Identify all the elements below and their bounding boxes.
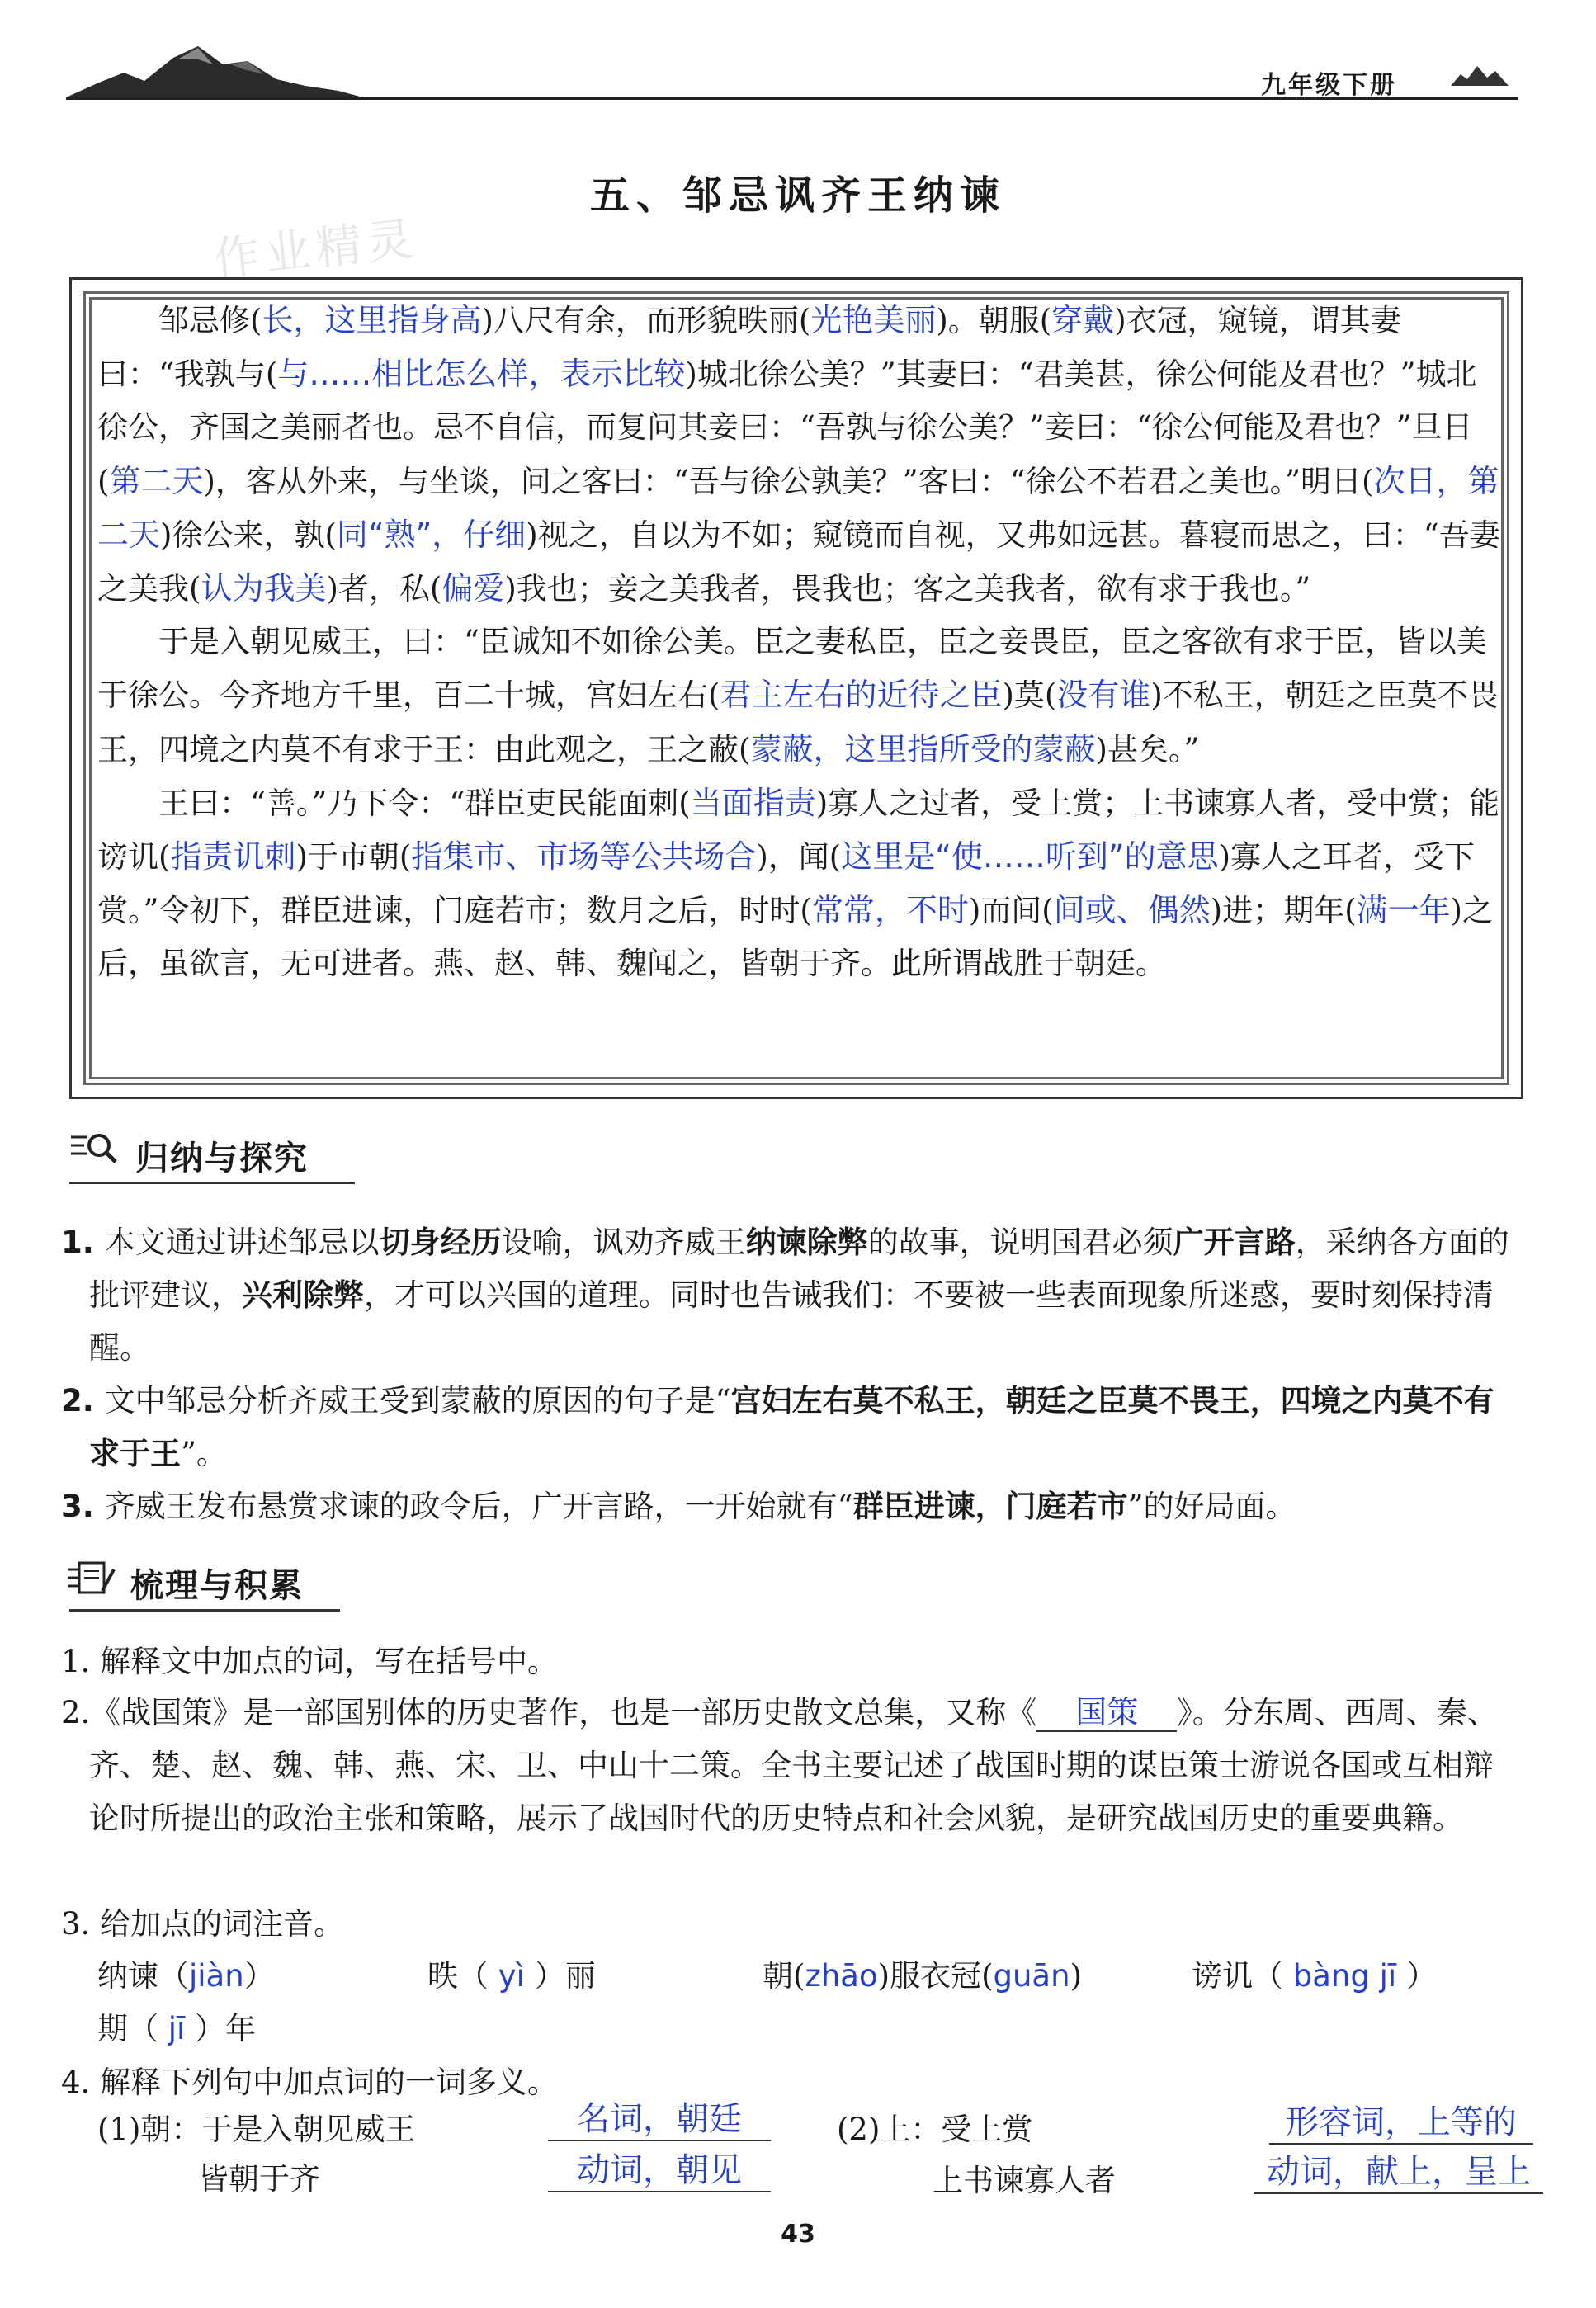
pinyin-answer: zhāo [805, 1958, 878, 1994]
pinyin-answer: jiàn [189, 1958, 244, 1994]
answer-text: 穿戴 [1051, 302, 1115, 338]
answer-text: 常常，不时 [811, 892, 969, 929]
pinyin-item-5: 期（ jī ）年 [97, 2011, 257, 2046]
text-run: ”。 [181, 1436, 227, 1471]
answer-text: 当面指责 [690, 784, 816, 821]
text-run: )八尺有余，而形貌昳丽( [481, 303, 811, 338]
text-run: )者，私( [326, 571, 442, 607]
polysemy-b-line2: 上书谏寡人者 [933, 2163, 1116, 2198]
question-1: 1. 解释文中加点的词，写在括号中。 [61, 1644, 559, 1679]
text-run: 本文通过讲述邹忌以 [104, 1225, 380, 1260]
text-run: 设喻，讽劝齐威王 [501, 1225, 746, 1260]
key-phrase: 群臣进谏，门庭若市 [852, 1489, 1128, 1524]
key-phrase: 宫妇左右莫不私王，朝廷之臣莫不畏王，四境之内莫不有求于王 [89, 1383, 1494, 1471]
text-run: )，客从外来，与坐谈，问之客曰：“吾与徐公孰美？”客曰：“徐公不若君之美也。”明日( [203, 463, 1374, 499]
section-underline [69, 1609, 340, 1612]
polysemy-b-answer-1: 形容词，上等的 [1269, 2096, 1533, 2145]
answer-text: 第二天 [109, 462, 204, 499]
question-4: 4. 解释下列句中加点词的一词多义。 [61, 2065, 559, 2100]
pinyin-answer: jī [168, 2011, 186, 2046]
polysemy-b-answer-2: 动词，献上，呈上 [1254, 2145, 1543, 2194]
polysemy-a-line2: 皆朝于齐 [198, 2161, 320, 2197]
text-run: )。朝服( [936, 303, 1052, 338]
key-phrase: 纳谏除弊 [745, 1225, 868, 1260]
answer-text: 间或、偶然 [1053, 892, 1211, 929]
small-mountain-icon [1451, 63, 1509, 87]
text-run: )不私王，朝廷之臣莫不畏王，四境之内莫不有求于王：由此观之，王之蔽( [97, 677, 1499, 767]
polysemy-b-label: (2)上：受上赏 [837, 2112, 1033, 2147]
grade-label: 九年级下册 [1261, 71, 1397, 100]
passage-paragraph-2 [97, 616, 1500, 776]
answer-text: 认为我美 [201, 570, 327, 607]
question-2 [61, 1687, 1513, 1845]
answer-text: 光艳美丽 [810, 302, 937, 338]
pinyin-item-4: 谤讥（ bàng jī ） [1192, 1958, 1437, 1994]
answer-text: 指责讥刺 [170, 838, 296, 876]
pinyin-item-2: 昳（ yì ）丽 [427, 1958, 596, 1994]
text-run: )，闻( [756, 839, 842, 876]
pinyin-item-1: 纳谏（jiàn） [97, 1958, 275, 1994]
text-run: )寡人之耳者，受下赏。”令初下，群臣进谏，门庭若市；数月之后，时时( [97, 839, 1476, 929]
answer-text: 国策 [1036, 1694, 1177, 1732]
summary-item [61, 1480, 1513, 1533]
page-number: 43 [781, 2220, 815, 2249]
text-run: )而间( [968, 893, 1054, 929]
pinyin-answer: guān [993, 1958, 1070, 1994]
text-run: 2. [61, 1383, 105, 1418]
text-run: )进；期年( [1210, 893, 1357, 929]
section-title-summary: 归纳与探究 [135, 1140, 309, 1178]
text-run: ”的好局面。 [1127, 1489, 1296, 1524]
summary-item [61, 1216, 1513, 1375]
answer-text: 偏爱 [441, 570, 505, 607]
text-run: )我也；妾之美我者，畏我也；客之美我者，欲有求于我也。” [504, 571, 1311, 607]
answer-text: 与……相比怎么样，表示比较 [277, 356, 686, 393]
text-run: )莫( [1002, 677, 1057, 714]
section-title-review: 梳理与积累 [130, 1567, 304, 1605]
text-run: )寡人之过者，受上赏；上书谏寡人者，受中赏；能谤讥( [97, 785, 1500, 876]
text-run: ，采纳各方面的批评建议， [89, 1225, 1509, 1313]
text-run: 2.《战国策》是一部国别体的历史著作，也是一部历史散文总集，又称《 [61, 1695, 1037, 1730]
key-phrase: 切身经历 [379, 1225, 502, 1260]
key-phrase: 广开言路 [1173, 1225, 1296, 1260]
answer-text: 满一年 [1356, 892, 1451, 929]
answer-text: 同“熟”，仔细 [336, 516, 526, 553]
watermark: 作业精灵 [210, 212, 421, 287]
text-run: )徐公来，孰( [160, 517, 337, 553]
mountain-decoration-icon [66, 40, 363, 99]
key-phrase: 兴利除弊 [242, 1277, 364, 1313]
text-run: 》。分东周、西周、秦、齐、楚、赵、魏、韩、燕、宋、卫、中山十二策。全书主要记述了战国时期的谋臣策士游说各国或互相辩论时所提出的政治主张和策略，展示了战国时代的历史特点和社会风貌，是研究战国历史的重要典籍。 [89, 1695, 1498, 1836]
pinyin-item-3: 朝(zhāo)服衣冠(guān) [763, 1958, 1082, 1994]
pinyin-answer: yì [498, 1958, 525, 1994]
text-run: 3. [61, 1489, 105, 1524]
polysemy-a-answer-1: 名词，朝廷 [548, 2093, 771, 2141]
text-run: 齐威王发布悬赏求谏的政令后，广开言路，一开始就有“ [104, 1489, 853, 1524]
text-run: 文中邹忌分析齐威王受到蒙蔽的原因的句子是“ [104, 1383, 731, 1418]
text-run: 1. [61, 1225, 105, 1260]
summary-item [61, 1375, 1513, 1480]
answer-text: 指集市、市场等公共场合 [411, 838, 757, 876]
answer-text: 这里是“使……听到”的意思 [841, 838, 1219, 876]
polysemy-a-label: (1)朝：于是入朝见威王 [97, 2112, 416, 2147]
answer-text: 没有谁 [1056, 677, 1151, 714]
magnifier-icon [69, 1129, 119, 1165]
text-run: )之后，虽欲言，无可进者。燕、赵、韩、魏闻之，皆朝于齐。此所谓战胜于朝廷。 [97, 893, 1494, 982]
text-run: 的故事，说明国君必须 [867, 1225, 1173, 1260]
text-run: )衣冠，窥镜，谓其妻曰：“我孰与( [97, 303, 1401, 393]
text-run: )城北徐公美？”其妻曰：“君美甚，徐公何能及君也？”城北徐公，齐国之美丽者也。忌不自信，而复问其妾曰：“吾孰与徐公美？”妾曰：“徐公何能及君也？”旦日( [97, 356, 1477, 499]
text-run: 于是入朝见威王，曰：“臣诚知不如徐公美。臣之妻私臣，臣之妾畏臣，臣之客欲有求于臣，皆以美于徐公。今齐地方千里，百二十城，宫妇左右( [97, 624, 1487, 714]
answer-text: 长，这里指身高 [262, 302, 482, 338]
section-underline [69, 1182, 355, 1184]
answer-text: 君主左右的近待之臣 [720, 677, 1003, 714]
text-run: )视之，自以为不如；窥镜而自视，又弗如远甚。暮寝而思之，曰：“吾妻之美我( [97, 517, 1500, 607]
question-3: 3. 给加点的词注音。 [61, 1906, 345, 1942]
polysemy-a-answer-2: 动词，朝见 [548, 2144, 771, 2192]
lesson-title: 五、邹忌讽齐王纳谏 [589, 172, 1006, 219]
text-run: 邹忌修( [158, 303, 262, 338]
text-run: ，才可以兴国的道理。同时也告诫我们：不要被一些表面现象所迷惑，要时刻保持清醒。 [89, 1277, 1494, 1366]
passage-paragraph-1 [97, 294, 1500, 616]
text-run: )于市朝( [295, 839, 412, 876]
answer-text: 蒙蔽，这里指所受的蒙蔽 [750, 730, 1096, 767]
notebook-pen-icon [66, 1560, 116, 1596]
summary-list [61, 1216, 1513, 1533]
passage-paragraph-3 [97, 776, 1500, 991]
text-run: )甚矣。” [1095, 731, 1200, 767]
answer-text: 次日，第二天 [97, 462, 1499, 553]
pinyin-answer: bàng jī [1292, 1958, 1397, 1994]
passage [97, 294, 1500, 991]
text-run: 王曰：“善。”乃下令：“群臣吏民能面刺( [158, 785, 691, 821]
